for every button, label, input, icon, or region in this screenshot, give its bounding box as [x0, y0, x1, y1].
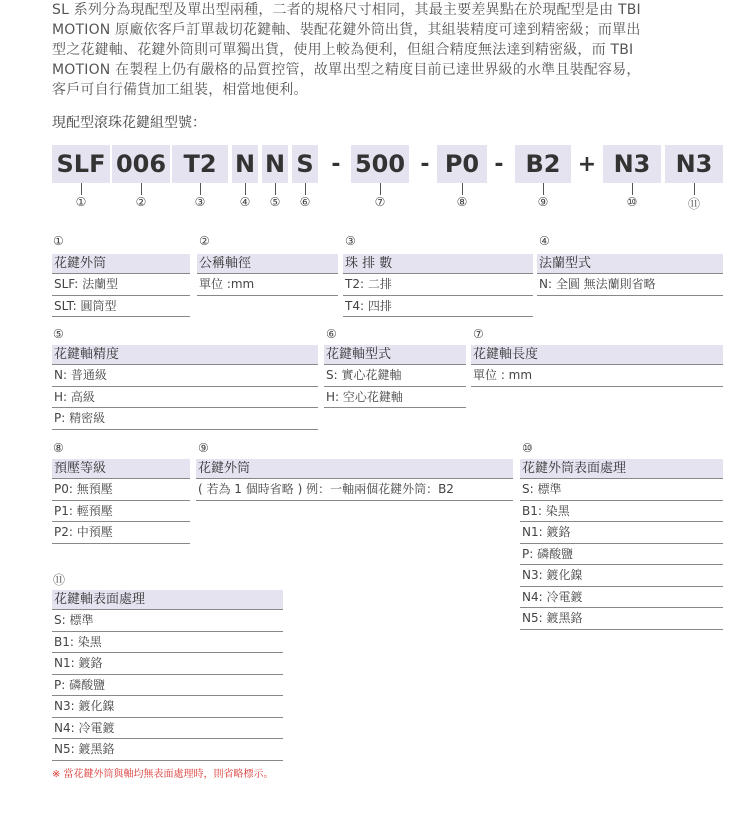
table-header: 花鍵軸型式 [324, 345, 466, 365]
preload-table [52, 459, 190, 544]
code-part-shaft-type: S [292, 145, 318, 183]
table-row: P: 精密級 [52, 408, 318, 430]
table-row: S: 實心花鍵軸 [324, 365, 466, 387]
table-header: 花鍵外筒表面處理 [520, 459, 723, 479]
table-row: N: 普通級 [52, 365, 318, 387]
table-row: N4: 冷電鍍 [52, 718, 283, 740]
table-row: 單位 : mm [471, 365, 723, 387]
nut-surface-table [520, 459, 723, 630]
ball-rows-table [343, 254, 533, 317]
table-header: 預壓等級 [52, 459, 190, 479]
table-row: N1: 鍍鉻 [52, 653, 283, 675]
leader-line [543, 183, 544, 195]
section-number: ⑦ [473, 327, 484, 341]
leader-line [632, 183, 633, 195]
code-number: ④ [239, 195, 251, 209]
code-part-nut-count: B2 [515, 145, 571, 183]
shaft-length-table [471, 345, 723, 387]
footnote: ※ 當花鍵外筒與軸均無表面處理時，則省略標示。 [52, 769, 274, 780]
table-row: S: 標準 [52, 610, 283, 632]
intro-line: 型之花鍵軸、花鍵外筒則可單獨出貨，使用上較為便利，但組合精度無法達到精密級，而 TBI [52, 42, 634, 58]
code-number: ⑩ [626, 195, 638, 209]
shaft-accuracy-table [52, 345, 318, 430]
intro-line: SL 系列分為現配型及單出型兩種，二者的規格尺寸相同，其最主要差異點在於現配型是由 TBI [52, 2, 641, 18]
table-row: P1: 輕預壓 [52, 501, 190, 523]
table-row: P0: 無預壓 [52, 479, 190, 501]
table-row: N5: 鍍黑鉻 [520, 608, 723, 630]
table-header: 花鍵外筒 [196, 459, 513, 479]
section-number: ⑤ [53, 327, 64, 341]
table-row: H: 高級 [52, 387, 318, 409]
table-header: 花鍵軸長度 [471, 345, 723, 365]
section-number: ⑪ [53, 573, 66, 587]
leader-line [245, 183, 246, 195]
leader-line [305, 183, 306, 195]
table-row: N: 全圓 無法蘭則省略 [537, 274, 723, 296]
section-number: ③ [345, 234, 356, 248]
section-number: ② [199, 234, 210, 248]
code-number: ② [135, 195, 147, 209]
section-number: ⑨ [198, 441, 209, 455]
table-row: N3: 鍍化鎳 [520, 565, 723, 587]
table-row: ( 若為 1 個時省略 ) 例：一軸兩個花鍵外筒：B2 [196, 479, 513, 501]
table-row: P2: 中預壓 [52, 522, 190, 544]
code-part-ball-rows: T2 [172, 145, 228, 183]
code-number: ⑧ [456, 195, 468, 209]
table-row: N3: 鍍化鎳 [52, 696, 283, 718]
table-header: 珠 排 數 [343, 254, 533, 274]
section-number: ⑩ [522, 441, 533, 455]
code-number: ⑨ [537, 195, 549, 209]
shaft-type-table [324, 345, 466, 408]
code-part-series: SLF [52, 145, 110, 183]
table-header: 法蘭型式 [537, 254, 723, 274]
table-row: N5: 鍍黑鉻 [52, 739, 283, 761]
code-number: ⑤ [269, 195, 281, 209]
table-row: T2: 二排 [343, 274, 533, 296]
intro-line: MOTION 在製程上仍有嚴格的品質控管，故單出型之精度目前已達世界級的水準且裝配容易， [52, 62, 641, 78]
leader-line [380, 183, 381, 195]
table-row: N4: 冷電鍍 [520, 587, 723, 609]
shaft-surface-table [52, 590, 283, 761]
nominal-diameter-table [197, 254, 338, 296]
table-row: S: 標準 [520, 479, 723, 501]
code-number: ⑦ [374, 195, 386, 209]
leader-line [81, 183, 82, 195]
intro-line: MOTION 原廠依客戶訂單裁切花鍵軸、裝配花鍵外筒出貨，其組裝精度可達到精密級；而單出 [52, 22, 641, 38]
code-number: ③ [194, 195, 206, 209]
spline-nut-type-table [52, 254, 190, 317]
code-number: ① [75, 195, 87, 209]
table-row: N1: 鍍鉻 [520, 522, 723, 544]
table-row: 單位 :mm [197, 274, 338, 296]
leader-line [141, 183, 142, 195]
code-separator: + [577, 151, 597, 177]
leader-line [462, 183, 463, 195]
code-part-length: 500 [351, 145, 409, 183]
leader-line [694, 183, 695, 195]
table-row: B1: 染黑 [52, 632, 283, 654]
code-part-flange: N [232, 145, 258, 183]
code-number: ⑥ [299, 195, 311, 209]
section-number: ⑧ [53, 441, 64, 455]
table-header: 公稱軸徑 [197, 254, 338, 274]
table-row: SLF: 法蘭型 [52, 274, 190, 296]
code-part-preload: P0 [437, 145, 487, 183]
section-number: ⑥ [326, 327, 337, 341]
code-part-shaft-surface: N3 [665, 145, 723, 183]
flange-type-table [537, 254, 723, 296]
table-row: B1: 染黑 [520, 501, 723, 523]
leader-line [200, 183, 201, 195]
table-header: 花鍵軸精度 [52, 345, 318, 365]
code-part-diameter: 006 [112, 145, 170, 183]
section-number: ④ [539, 234, 550, 248]
code-part-nut-surface: N3 [603, 145, 661, 183]
code-separator: - [494, 151, 504, 177]
table-header: 花鍵外筒 [52, 254, 190, 274]
table-row: T4: 四排 [343, 296, 533, 318]
leader-line [275, 183, 276, 195]
code-part-accuracy: N [262, 145, 288, 183]
intro-line: 客戶可自行備貨加工組裝，相當地便利。 [52, 82, 308, 98]
section-number: ① [53, 234, 64, 248]
table-row: P: 磷酸鹽 [520, 544, 723, 566]
code-number: ⑪ [687, 197, 700, 211]
model-subtitle: 現配型滾珠花鍵組型號： [52, 115, 206, 131]
nut-count-table [196, 459, 513, 501]
table-row: H: 空心花鍵軸 [324, 387, 466, 409]
code-separator: - [331, 151, 341, 177]
code-separator: - [420, 151, 430, 177]
intro-paragraph [52, 0, 728, 100]
table-header: 花鍵軸表面處理 [52, 590, 283, 610]
table-row: SLT: 圓筒型 [52, 296, 190, 318]
table-row: P: 磷酸鹽 [52, 675, 283, 697]
